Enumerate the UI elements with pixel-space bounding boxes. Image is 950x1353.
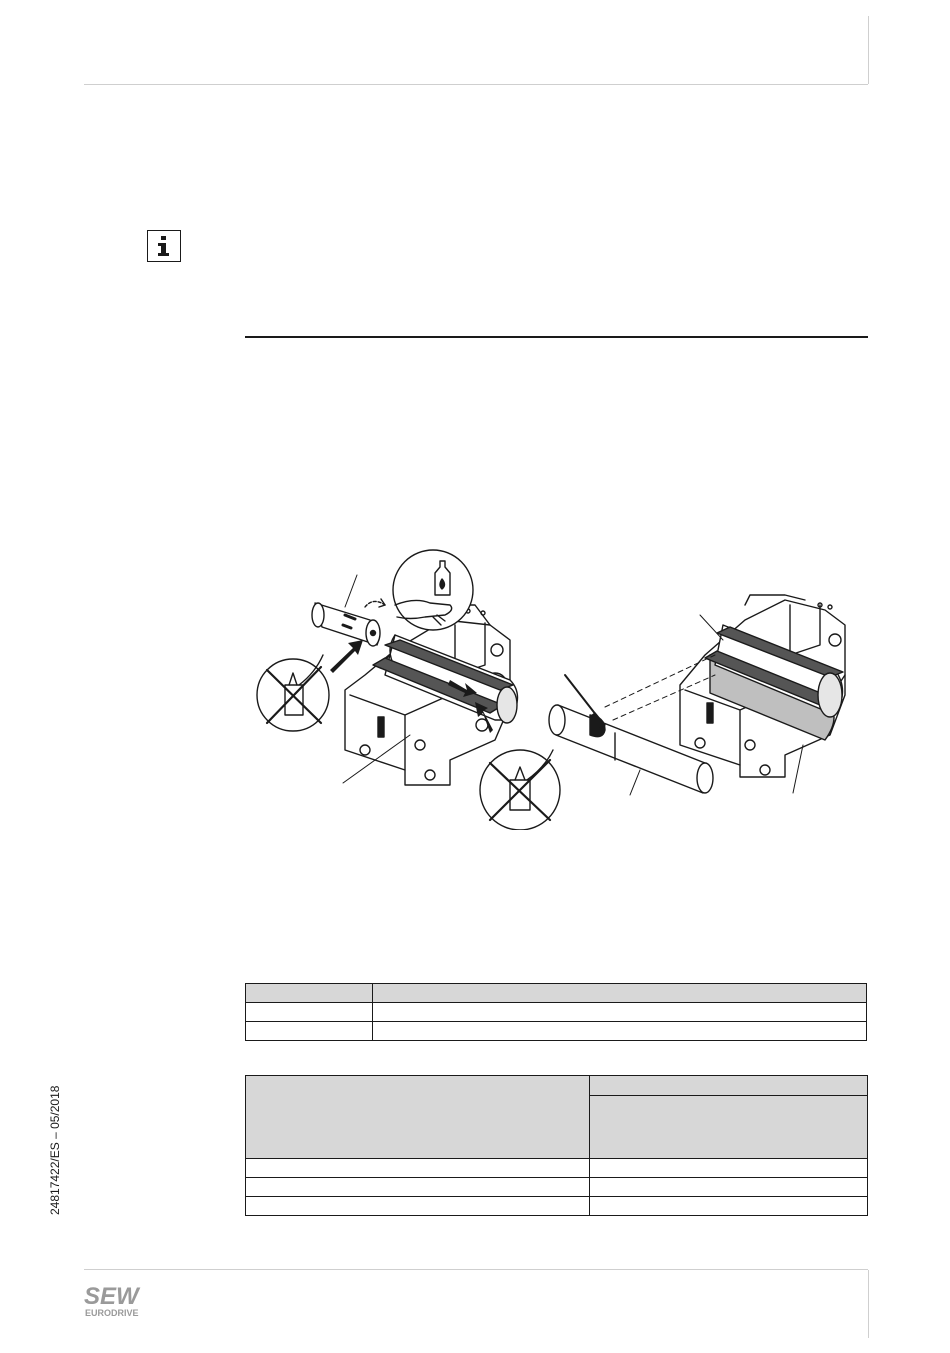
footer-vertical-rule <box>868 1270 869 1338</box>
table-cell <box>246 984 373 1003</box>
table-row <box>246 1003 867 1022</box>
shaft-left <box>312 603 380 646</box>
table-row <box>246 1159 868 1178</box>
table-cell <box>590 1197 868 1216</box>
table-cell <box>373 1003 867 1022</box>
header-vertical-rule <box>868 16 869 84</box>
table-row <box>246 1022 867 1041</box>
table-cell <box>590 1178 868 1197</box>
table-cell <box>373 1022 867 1041</box>
logo-subtext: EURODRIVE <box>85 1308 139 1318</box>
table-cell <box>246 1003 373 1022</box>
table-header-row <box>246 1076 868 1096</box>
document-number: 24817422/ES – 05/2018 <box>48 1085 62 1215</box>
table-header-cell <box>246 1076 590 1159</box>
sew-eurodrive-logo <box>84 1282 164 1322</box>
mounting-illustration <box>245 545 868 830</box>
logo-text: SEW <box>84 1283 139 1310</box>
table-cell <box>373 984 867 1003</box>
table-row <box>246 1178 868 1197</box>
table-a <box>245 983 867 1041</box>
table-cell <box>246 1197 590 1216</box>
footer-rule <box>84 1269 868 1270</box>
table-header-cell <box>590 1076 868 1096</box>
header-rule <box>84 84 868 85</box>
table-header-cell <box>590 1096 868 1159</box>
table-cell <box>246 1178 590 1197</box>
no-grease-icon <box>257 655 329 731</box>
table-row <box>246 984 867 1003</box>
table-cell <box>246 1159 590 1178</box>
info-icon <box>147 230 181 262</box>
table-row <box>246 1197 868 1216</box>
no-grease-icon-2 <box>480 750 560 830</box>
table-cell <box>246 1022 373 1041</box>
table-cell <box>590 1159 868 1178</box>
cleaning-bottle-icon <box>393 550 473 630</box>
section-divider <box>245 336 868 338</box>
table-b <box>245 1075 868 1216</box>
